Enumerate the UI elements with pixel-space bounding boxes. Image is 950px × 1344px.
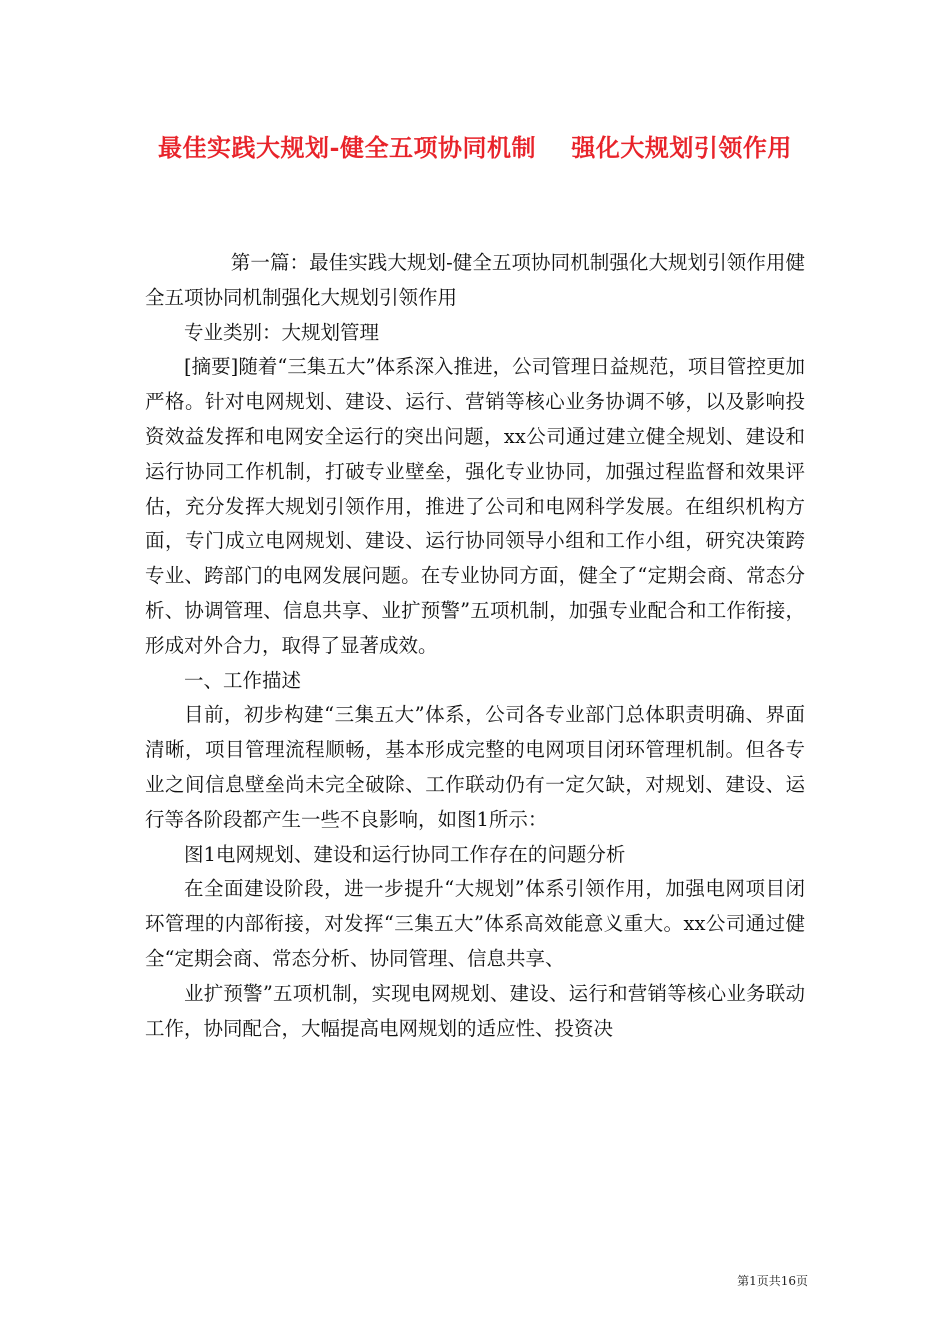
page-number-footer: 第1页共16页 bbox=[737, 1274, 808, 1288]
paragraph-abstract: [摘要]随着“三集五大”体系深入推进，公司管理日益规范，项目管控更加严格。针对电网规划、建设、运行、营销等核心业务协调不够，以及影响投资效益发挥和电网安全运行的突出问题，xx公司通过建立健全规划、建设和运行协同工作机制，打破专业壁垒，强化专业协同，加强过程监督和效果评估，充分发挥大规划引领作用，推进了公司和电网科学发展。在组织机构方面，专门成立电网规划、建设、运行协同领导小组和工作小组，研究决策跨专业、跨部门的电网发展问题。在专业协同方面，健全了“定期会商、常态分析、协调管理、信息共享、业扩预警”五项机制，加强专业配合和工作衔接，形成对外合力，取得了显著成效。 bbox=[145, 355, 805, 657]
figure-caption: 图1电网规划、建设和运行协同工作存在的问题分析 bbox=[184, 842, 626, 866]
paragraph-mechanisms: 业扩预警”五项机制，实现电网规划、建设、运行和营销等核心业务联动工作，协同配合，大幅提高电网规划的适应性、投资决 bbox=[145, 981, 805, 1040]
paragraph-construction-stage: 在全面建设阶段，进一步提升“大规划”体系引领作用，加强电网项目闭环管理的内部衔接，对发挥“三集五大”体系高效能意义重大。xx公司通过健全“定期会商、常态分析、协同管理、信息共享、 bbox=[145, 877, 805, 970]
paragraph-category: 专业类别：大规划管理 bbox=[184, 320, 380, 344]
document-body bbox=[145, 246, 805, 1046]
paragraph-current-status: 目前，初步构建“三集五大”体系，公司各专业部门总体职责明确、界面清晰，项目管理流程顺畅，基本形成完整的电网项目闭环管理机制。但各专业之间信息壁垒尚未完全破除、工作联动仍有一定欠缺，对规划、建设、运行等各阶段都产生一些不良影响，如图1所示： bbox=[145, 703, 805, 831]
paragraph-intro: 第一篇：最佳实践大规划-健全五项协同机制强化大规划引领作用健全五项协同机制强化大规划引领作用 bbox=[145, 251, 805, 309]
document-title: 最佳实践大规划-健全五项协同机制 强化大规划引领作用 bbox=[158, 133, 792, 162]
section-heading-work-description: 一、工作描述 bbox=[184, 668, 302, 692]
